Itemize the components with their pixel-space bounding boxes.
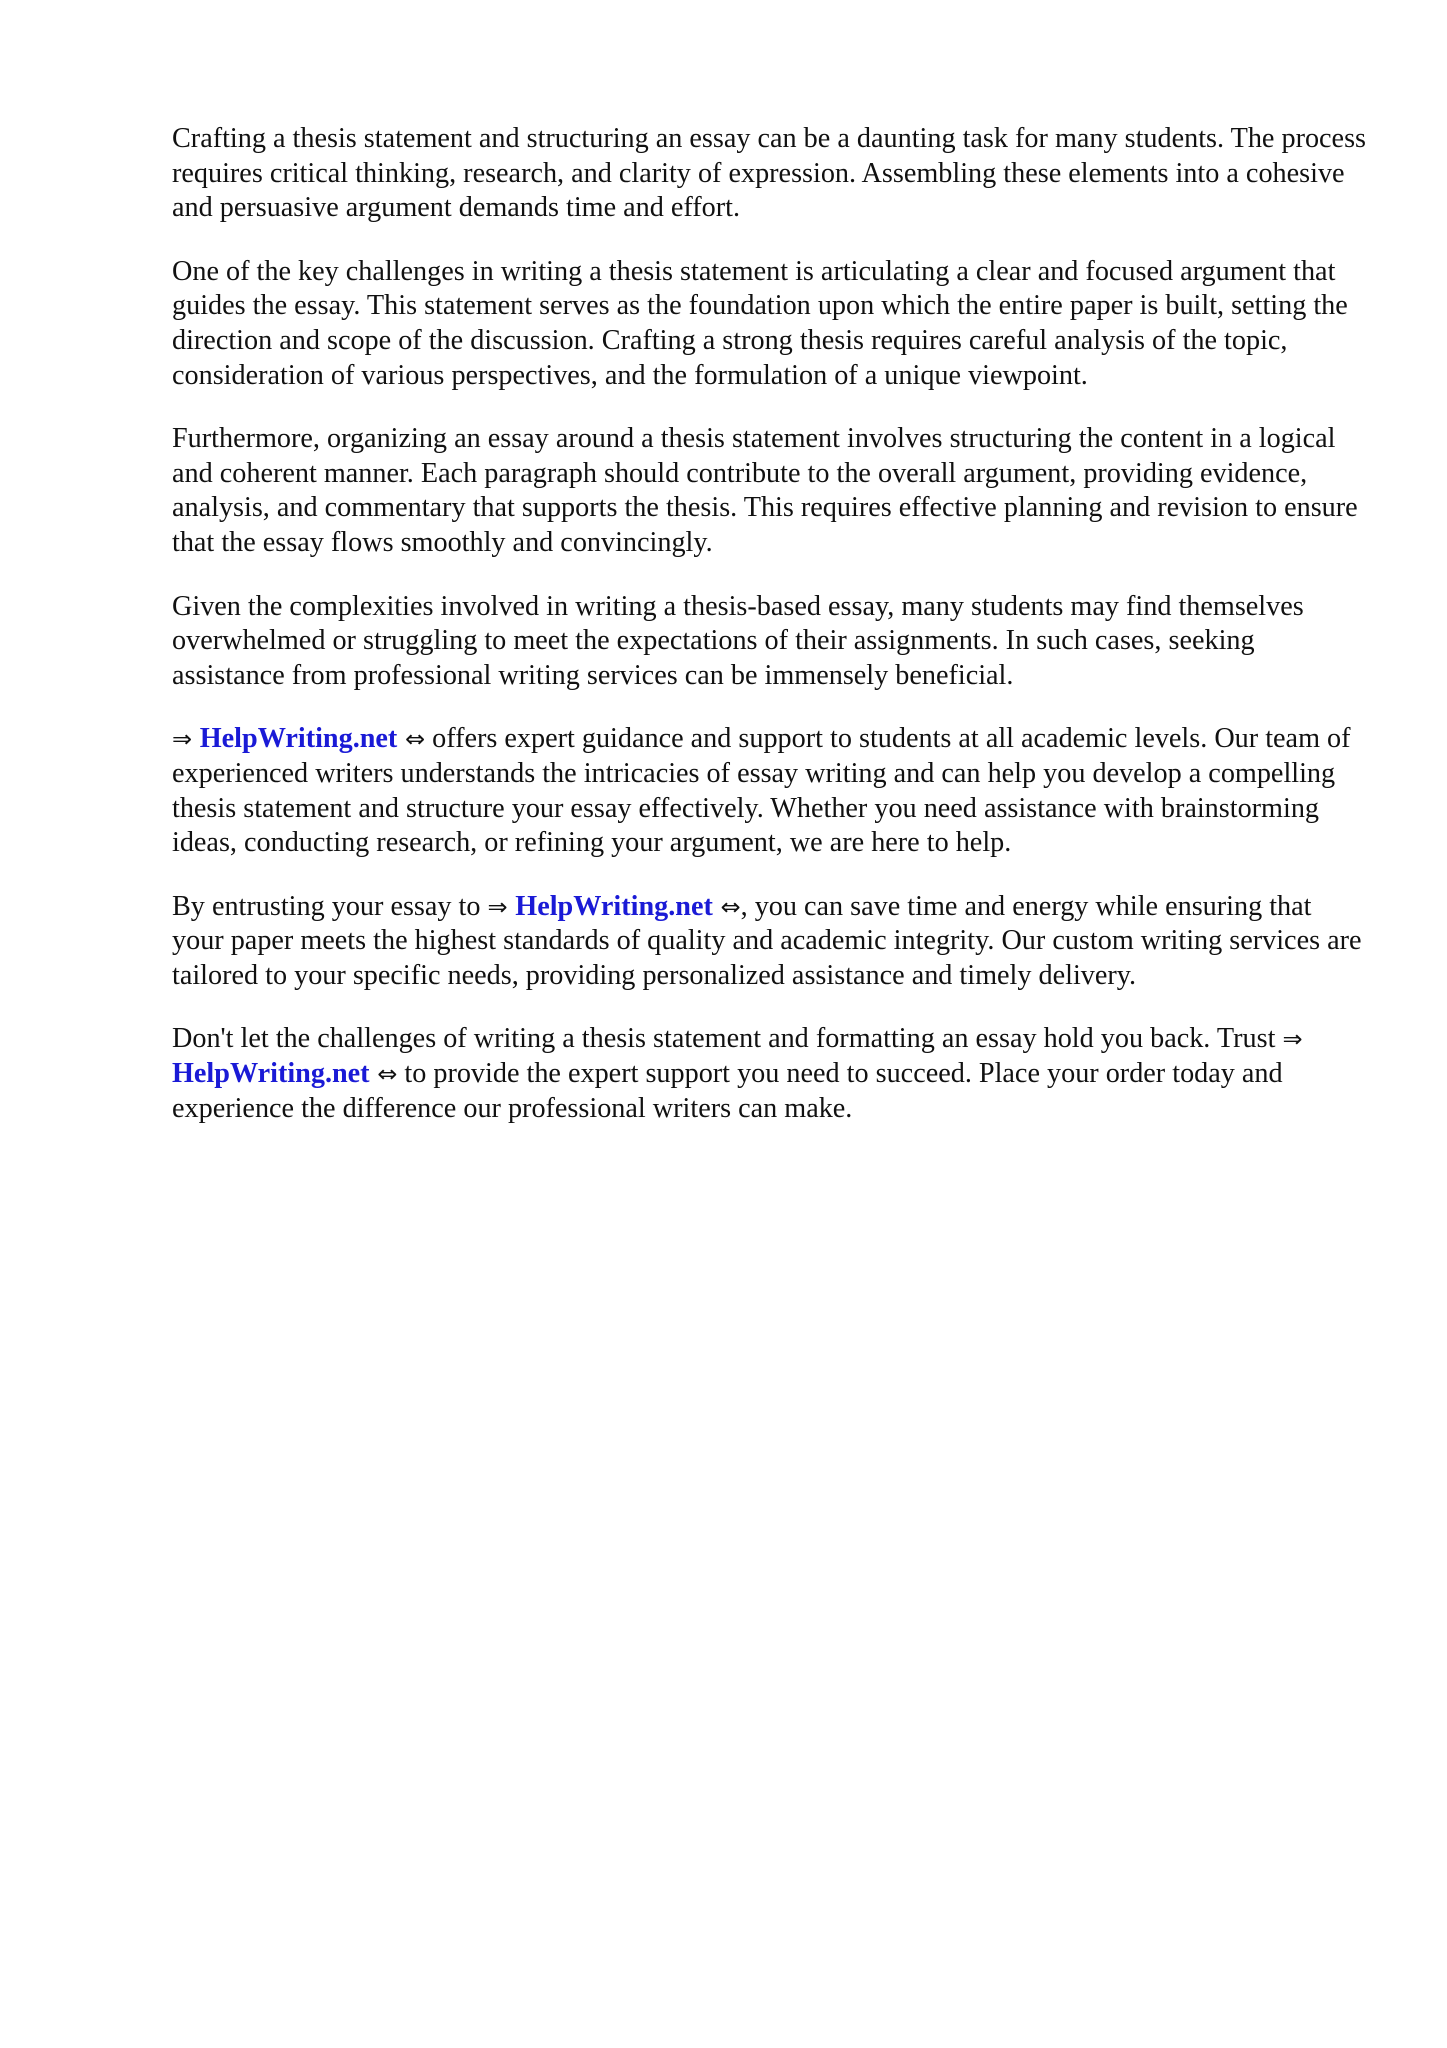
paragraph-text: Don't let the challenges of writing a thesis statement and formatting an essay hold you back. Trust bbox=[172, 1023, 1283, 1055]
paragraph bbox=[172, 590, 1368, 694]
arrow-icon: ⇔ bbox=[369, 1060, 398, 1089]
helpwriting-link[interactable]: HelpWriting.net bbox=[515, 890, 713, 922]
arrow-icon: ⇒ bbox=[487, 892, 516, 921]
paragraph bbox=[172, 890, 1368, 994]
helpwriting-link[interactable]: HelpWriting.net bbox=[199, 723, 398, 755]
paragraph-text: Furthermore, organizing an essay around a thesis statement involves structuring the content in a logical and coherent manner. Each paragraph should contribute to the overall argument, providing evidence, analysis, and commentary that supports the thesis. This requires effective planning and revision to ensure that the essay flows smoothly and convincingly. bbox=[172, 423, 1358, 558]
paragraph-text: offers expert guidance and support to students at all academic levels. Our team of experienced writers understands the intricacies of essay writing and can help you develop a compelling thesis statement and structure your essay effectively. Whether you need assistance with brainstorming ideas, conducting research, or refining your argument, we are here to help. bbox=[172, 723, 1351, 859]
document-body bbox=[172, 122, 1368, 1155]
paragraph bbox=[172, 122, 1368, 226]
paragraph-text: Given the complexities involved in writing a thesis-based essay, many students may find themselves overwhelmed or struggling to meet the expectations of their assignments. In such cases, seeking assistance from professional writing services can be immensely beneficial. bbox=[172, 590, 1304, 691]
paragraph-text: By entrusting your essay to bbox=[172, 890, 488, 922]
paragraph bbox=[172, 255, 1368, 393]
paragraph-text: Crafting a thesis statement and structuring an essay can be a daunting task for many students. The process requires critical thinking, research, and clarity of expression. Assembling these elements into a cohesive and persuasive argument demands time and effort. bbox=[172, 123, 1367, 224]
arrow-icon: ⇔ bbox=[712, 892, 741, 921]
helpwriting-link[interactable]: HelpWriting.net bbox=[172, 1058, 370, 1090]
paragraph-text: , you can save time and energy while ensuring that your paper meets the highest standards of quality and academic integrity. Our custom writing services are tailored to your specific needs, providing personalized assistance and timely delivery. bbox=[172, 890, 1362, 991]
arrow-icon: ⇔ bbox=[397, 725, 426, 754]
paragraph-text: One of the key challenges in writing a thesis statement is articulating a clear and focused argument that guides the essay. This statement serves as the foundation upon which the entire paper is built, setting the direction and scope of the discussion. Crafting a strong thesis requires careful analysis of the topic, consideration of various perspectives, and the formulation of a unique viewpoint. bbox=[172, 255, 1348, 391]
arrow-icon: ⇒ bbox=[1282, 1025, 1303, 1054]
paragraph bbox=[172, 722, 1368, 860]
paragraph-text: to provide the expert support you need to succeed. Place your order today and experience the difference our professional writers can make. bbox=[172, 1058, 1283, 1124]
arrow-icon: ⇒ bbox=[172, 725, 200, 754]
paragraph bbox=[172, 422, 1368, 560]
paragraph bbox=[172, 1022, 1368, 1126]
